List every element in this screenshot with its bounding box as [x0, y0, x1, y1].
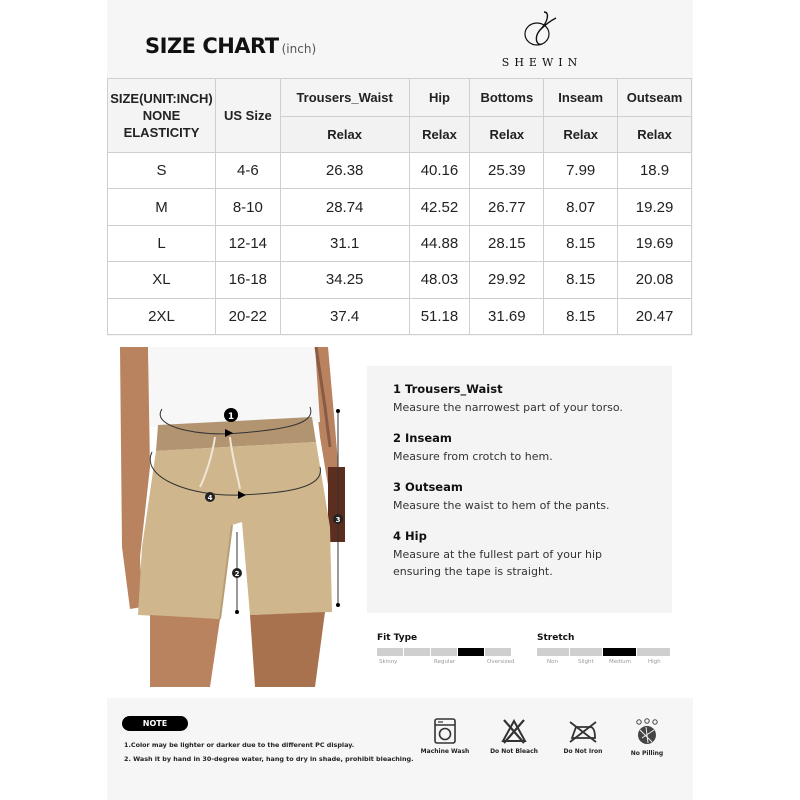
corner-line: SIZE(UNIT:INCH) [110, 91, 213, 106]
unit-label: (inch) [281, 42, 317, 56]
marker-4: 4 [207, 494, 213, 502]
stretch-segment [637, 648, 670, 656]
instruction-item [393, 382, 672, 416]
table-row [108, 153, 692, 189]
fit-type-bar [377, 648, 511, 656]
value-cell: 31.1 [280, 225, 409, 261]
care-label: Machine Wash [420, 748, 470, 755]
do-not-iron-icon [568, 718, 598, 744]
stretch-title: Stretch [537, 633, 575, 643]
fit-segment [431, 648, 457, 656]
value-cell: 51.18 [409, 298, 470, 334]
column-header: Inseam [544, 79, 618, 117]
fit-label: Regular [434, 659, 456, 665]
instruction-desc: Measure at the fullest part of your hip [393, 548, 603, 561]
value-cell: 8.15 [544, 262, 618, 298]
value-cell: 19.29 [618, 189, 692, 225]
us-size-cell: 16-18 [215, 262, 280, 298]
no-pilling-icon [634, 718, 660, 746]
instruction-desc: Measure the narrowest part of your torso. [393, 401, 623, 414]
value-cell: 42.52 [409, 189, 470, 225]
measurement-instructions [367, 366, 672, 613]
instruction-title: 2 Inseam [393, 431, 452, 445]
size-table-panel [107, 78, 693, 336]
value-cell: 18.9 [618, 153, 692, 189]
fit-type-labels [377, 659, 515, 669]
stretch-label: High [648, 659, 661, 665]
brand-logo [490, 10, 590, 70]
stretch-label: Non [547, 659, 558, 665]
value-cell: 28.15 [470, 225, 544, 261]
header [107, 0, 693, 78]
size-cell: XL [108, 262, 216, 298]
corner-line: ELASTICITY [123, 125, 200, 140]
size-chart-page [107, 0, 693, 800]
care-note-panel [107, 698, 693, 800]
value-cell: 40.16 [409, 153, 470, 189]
stretch-bar [537, 648, 671, 656]
brand-name: SHEWIN [501, 56, 583, 69]
note-line: 2. Wash it by hand in 30-degree water, hang to dry in shade, prohibit bleaching. [124, 755, 414, 763]
stretch-segment [537, 648, 569, 656]
fit-segment-selected [458, 648, 484, 656]
table-row [108, 225, 692, 261]
note-badge: NOTE [122, 716, 188, 731]
instruction-item [393, 529, 672, 580]
instruction-item [393, 480, 672, 514]
size-cell: S [108, 153, 216, 189]
table-row [108, 298, 692, 334]
instruction-item [393, 431, 672, 465]
care-item-do-not-bleach [484, 718, 544, 755]
value-cell: 34.25 [280, 262, 409, 298]
size-cell: 2XL [108, 298, 216, 334]
instruction-desc: Measure from crotch to hem. [393, 450, 553, 463]
marker-2: 2 [234, 570, 240, 578]
value-cell: 28.74 [280, 189, 409, 225]
us-size-cell: 20-22 [215, 298, 280, 334]
brand-monogram-icon [520, 10, 560, 48]
value-cell: 37.4 [280, 298, 409, 334]
machine-wash-icon [434, 718, 456, 744]
fit-type-title: Fit Type [377, 633, 418, 643]
note-line: 1.Color may be lighter or darker due to the different PC display. [124, 741, 355, 749]
us-size-cell: 12-14 [215, 225, 280, 261]
stretch-label: Medium [609, 659, 631, 665]
instruction-desc: Measure the waist to hem of the pants. [393, 499, 610, 512]
stretch-labels [537, 659, 671, 669]
corner-header [108, 79, 216, 153]
value-cell: 29.92 [470, 262, 544, 298]
column-header: Outseam [618, 79, 692, 117]
value-cell: 8.15 [544, 225, 618, 261]
value-cell: 26.77 [470, 189, 544, 225]
care-label: Do Not Iron [563, 748, 603, 755]
instruction-title: 3 Outseam [393, 480, 463, 494]
stretch-segment [570, 648, 602, 656]
size-cell: L [108, 225, 216, 261]
product-photo [120, 347, 345, 687]
value-cell: 20.08 [618, 262, 692, 298]
marker-1: 1 [227, 412, 235, 422]
value-cell: 31.69 [470, 298, 544, 334]
column-subheader: Relax [409, 117, 470, 153]
fit-type-meter [377, 633, 515, 669]
value-cell: 8.07 [544, 189, 618, 225]
care-label: No Pilling [630, 750, 664, 757]
column-subheader: Relax [544, 117, 618, 153]
marker-3: 3 [335, 516, 341, 524]
value-cell: 25.39 [470, 153, 544, 189]
column-header: Trousers_Waist [280, 79, 409, 117]
model-shorts-illustration [120, 347, 345, 687]
table-row [108, 262, 692, 298]
table-row [108, 189, 692, 225]
value-cell: 20.47 [618, 298, 692, 334]
stretch-segment-selected [603, 648, 636, 656]
column-header: Hip [409, 79, 470, 117]
us-size-cell: 8-10 [215, 189, 280, 225]
instruction-title: 4 Hip [393, 529, 427, 543]
fit-segment [377, 648, 403, 656]
value-cell: 8.15 [544, 298, 618, 334]
value-cell: 48.03 [409, 262, 470, 298]
column-subheader: Relax [470, 117, 544, 153]
size-cell: M [108, 189, 216, 225]
page-title [145, 34, 316, 58]
do-not-bleach-icon [501, 718, 527, 744]
title-text: SIZE CHART [145, 34, 279, 58]
column-header: Bottoms [470, 79, 544, 117]
value-cell: 7.99 [544, 153, 618, 189]
us-size-header: US Size [215, 79, 280, 153]
instruction-desc: ensuring the tape is straight. [393, 565, 553, 578]
care-item-do-not-iron [553, 718, 613, 755]
stretch-meter [537, 633, 671, 669]
fit-label: Oversized [487, 659, 515, 665]
value-cell: 19.69 [618, 225, 692, 261]
note-text [124, 738, 414, 766]
corner-line: NONE [142, 108, 181, 123]
size-table [107, 78, 692, 335]
care-label: Do Not Bleach [490, 748, 538, 755]
fit-segment [404, 648, 430, 656]
us-size-cell: 4-6 [215, 153, 280, 189]
value-cell: 44.88 [409, 225, 470, 261]
fit-segment [485, 648, 511, 656]
column-subheader: Relax [618, 117, 692, 153]
care-item-no-pilling [617, 718, 677, 757]
stretch-label: Slight [578, 659, 594, 665]
care-item-machine-wash [415, 718, 475, 755]
fit-label: Skinny [379, 659, 398, 665]
value-cell: 26.38 [280, 153, 409, 189]
instruction-title: 1 Trousers_Waist [393, 382, 503, 396]
column-subheader: Relax [280, 117, 409, 153]
